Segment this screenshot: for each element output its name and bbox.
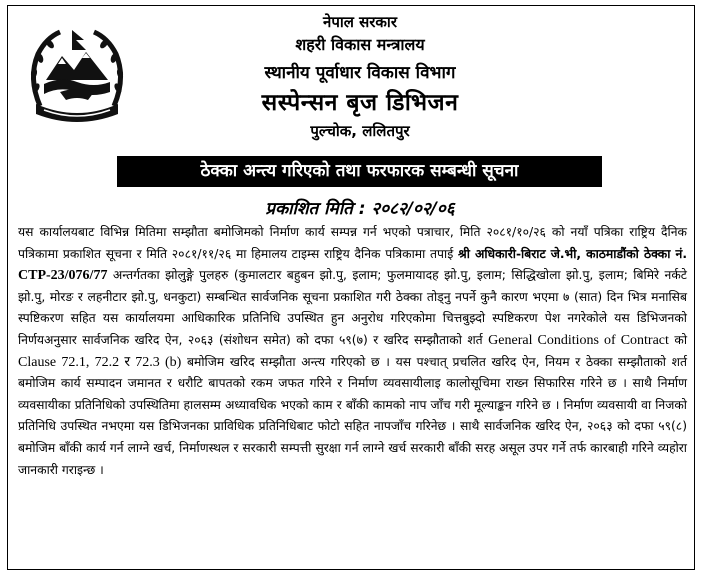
header-division: सस्पेन्सन बृज डिभिजन	[261, 90, 459, 116]
header-department: स्थानीय पूर्वाधार विकास विभाग	[264, 63, 456, 83]
nepal-government-emblem-icon	[22, 18, 132, 128]
clause-reference: Clause 72.1, 72.2 र 72.3 (b)	[18, 354, 182, 370]
body-text-part-2: अन्तर्गतका झोलुङ्गे पुलहरु (कुमालटार बहुबन झो.पु, इलाम; फुलमायादह झो.पु, इलाम; सिद्धिखोला झो.पु, इलाम; बिमिरे नर्कटे झो.पु, मोरङ र लहनीटार झो.पु, धनकुटा) सम्बन्धित सार्वजनिक सूचना प्रकाशित गरी ठेक्का तोड्नु नपर्ने कुनै कारण भएमा ७ (सात) दिन भित्र मनासिब स्पष्टिकरण सहित यस कार्यालयमा आधिकारिक प्रतिनिधि उपस्थित हुन अनुरोध गरिएकोमा चित्तबुझ्दो स्पष्टिकरण पेश नगरेकोले यस डिभिजनको निर्णयअनुसार सार्वजनिक खरिद ऐन, २०६३ (संशोधन समेत) को दफा ५९(७) र खरिद सम्झौताको शर्त	[18, 268, 687, 347]
header-address: पुल्चोक, ललितपुर	[310, 122, 410, 140]
body-text-part-4: बमोजिम खरिद सम्झौता अन्त्य गरिएको छ । यस पश्चात् प्रचलित खरिद ऐन, नियम र ठेक्का सम्झौताको शर्त बमोजिम कार्य सम्पादन जमानत र धरौटि बापतको रकम जफत गरिने र निर्माण व्यवसायीलाइ कालोसूचिमा राख्न सिफारिस गरिने छ । साथै निर्माण व्यवसायीका प्रतिनिधिको उपस्थितिमा हालसम्म अध्यावधिक भएको काम र बाँकी कामको नाप जाँच गरी मूल्याङ्कन गरिने छ । निर्माण व्यवसायी वा निजको प्रतिनिधि उपस्थित नभएमा यस डिभिजनका प्राविधिक प्रतिनिधिबाट फोटो सहित नापजाँच गरिनेछ । साथै सार्वजनिक खरिद ऐन, २०६३ को दफा ५९(८) बमोजिम बाँकी कार्य गर्न लाग्ने खर्च, निर्माणस्थल र सरकारी सम्पत्ती सुरक्षा गर्न लाग्ने खर्च सरकारी बाँकी सरह असूल उपर गर्ने तर्फ कारबाही गरिने व्यहोरा जानकारी गराइन्छ ।	[18, 354, 687, 477]
body-text-part-3: को	[668, 332, 688, 347]
contractor-name: श्री अधिकारी-बिराट जे.भी, काठमाडौंको ठेक्का नं.	[457, 246, 687, 261]
header-government: नेपाल सरकार	[323, 13, 397, 31]
general-conditions-text: General Conditions of Contract	[488, 332, 669, 348]
contract-number: CTP-23/076/77	[18, 268, 108, 284]
notice-body	[18, 222, 687, 481]
notice-title-banner: ठेक्का अन्त्य गरिएको तथा फरफारक सम्बन्धी सूचना	[117, 156, 602, 187]
published-date: प्रकाशित मिति : २०८२/०२/०६	[265, 199, 455, 219]
body-text-part-1: यस कार्यालयबाट विभिन्न मितिमा सम्झौता बमोजिमको निर्माण कार्य सम्पन्न गर्न भएको पत्राचार, मिति २०८१/१०/२६ को नयाँ पत्रिका राष्ट्रिय दैनिक पत्रिकामा प्रकाशित सूचना र मिति २०८१/११/२६ मा हिमालय टाइम्स राष्ट्रिय दैनिक पत्रिकामा तपाई	[18, 225, 687, 261]
header-ministry: शहरी विकास मन्त्रालय	[295, 35, 425, 54]
